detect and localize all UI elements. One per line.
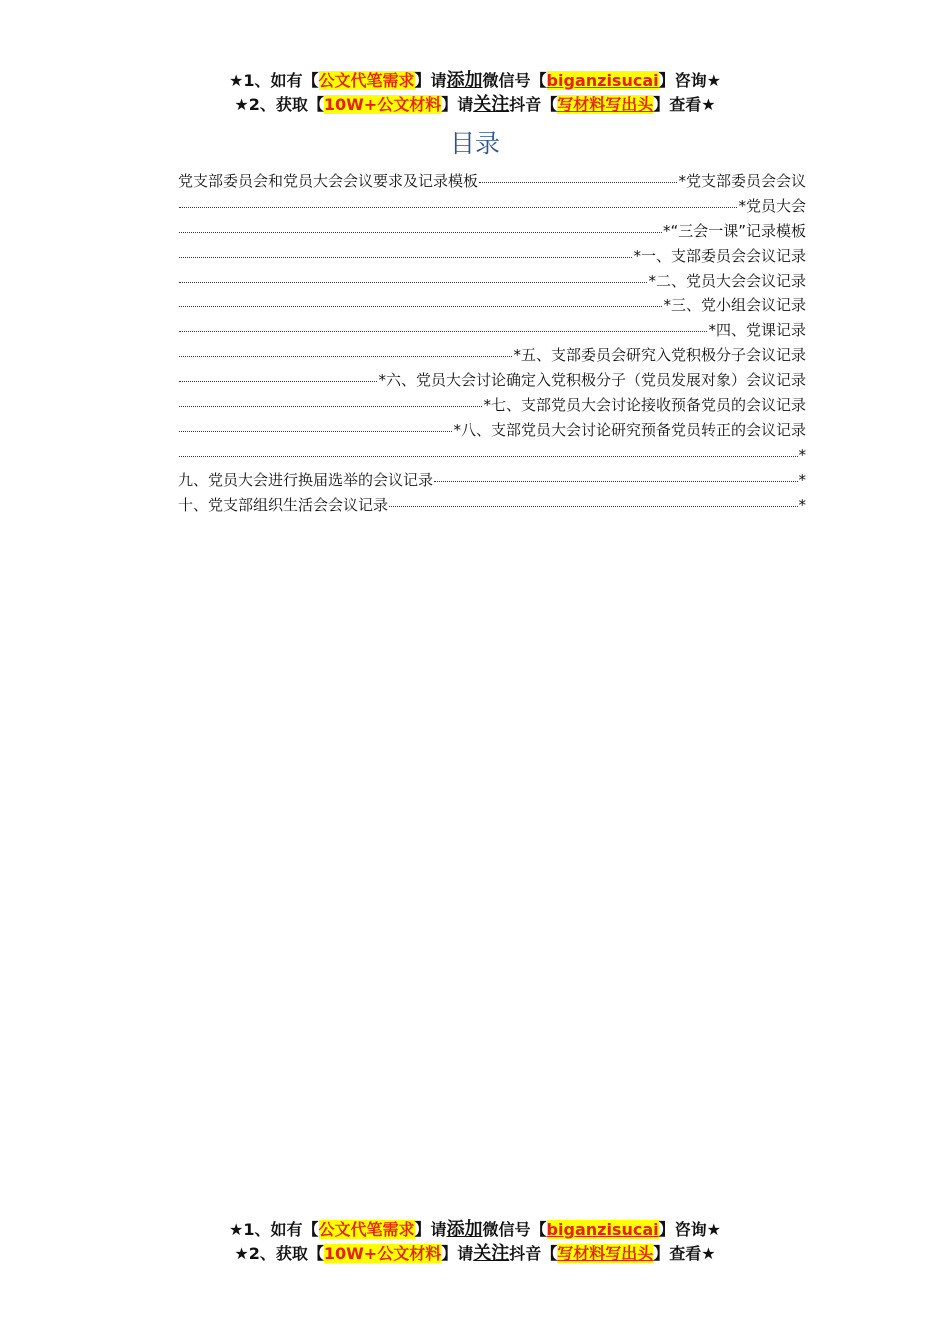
- toc-entry[interactable]: [178, 169, 806, 194]
- toc-entry[interactable]: [178, 194, 806, 219]
- toc-entry-page: *: [798, 445, 806, 464]
- douyin-account-link[interactable]: 写材料写出头: [557, 1244, 654, 1263]
- star-icon: ★: [706, 1220, 721, 1239]
- toc-entry-page: *党支部委员会会议: [678, 172, 806, 190]
- dot-leader: [179, 220, 662, 233]
- toc-entry-page: *七、支部党员大会讨论接收预备党员的会议记录: [483, 396, 806, 415]
- wechat-id-link[interactable]: biganzisucai: [546, 71, 659, 90]
- toc-entry-page: *三、党小组会议记录: [663, 296, 806, 315]
- toc-entry-page: *四、党课记录: [708, 321, 806, 340]
- toc-entry[interactable]: [178, 418, 806, 443]
- star-icon: ★: [701, 95, 716, 114]
- footer-banner: [0, 1218, 950, 1266]
- star-icon: ★: [701, 1244, 716, 1263]
- star-icon: ★: [706, 71, 721, 90]
- star-icon: ★: [229, 1220, 244, 1239]
- toc-entry-page: *一、支部委员会会议记录: [633, 246, 806, 265]
- dot-leader: [479, 170, 677, 183]
- dot-leader: [179, 394, 482, 407]
- table-of-contents: [178, 169, 806, 517]
- toc-entry-page: *“三会一课”记录模板: [662, 221, 806, 240]
- emphasis-add: 添加: [446, 70, 483, 91]
- dot-leader: [179, 369, 377, 382]
- emphasis-follow: 关注: [473, 1243, 510, 1264]
- dot-leader: [434, 469, 797, 482]
- toc-entry[interactable]: [178, 393, 806, 418]
- dot-leader: [179, 319, 707, 332]
- toc-entry-page: *六、党员大会讨论确定入党积极分子（党员发展对象）会议记录: [378, 371, 806, 390]
- dot-leader: [179, 270, 647, 283]
- highlight-materials: 10W+公文材料: [323, 95, 442, 114]
- toc-entry-title: 党支部委员会和党员大会会议要求及记录模板: [178, 172, 479, 190]
- dot-leader: [179, 444, 798, 457]
- toc-entry[interactable]: [178, 269, 806, 294]
- toc-entry[interactable]: [178, 293, 806, 318]
- header-banner: [0, 69, 950, 117]
- toc-entry[interactable]: [178, 368, 806, 393]
- banner-line-1: ★1、如有【公文代笔需求】请添加微信号【biganzisucai】咨询★: [229, 1219, 721, 1240]
- dot-leader: [179, 344, 512, 357]
- star-icon: ★: [229, 71, 244, 90]
- banner-line-2: ★2、获取【10W+公文材料】请关注抖音【写材料写出头】查看★: [234, 94, 716, 115]
- banner-line-1: ★1、如有【公文代笔需求】请添加微信号【biganzisucai】咨询★: [229, 70, 721, 91]
- star-icon: ★: [234, 95, 249, 114]
- toc-entry[interactable]: [178, 493, 806, 518]
- toc-entry[interactable]: [178, 443, 806, 468]
- toc-entry-page: *八、支部党员大会讨论研究预备党员转正的会议记录: [453, 420, 806, 439]
- toc-entry-title: 九、党员大会进行换届选举的会议记录: [178, 470, 434, 489]
- highlight-materials: 10W+公文材料: [323, 1244, 442, 1263]
- dot-leader: [389, 494, 797, 507]
- dot-leader: [179, 245, 632, 258]
- toc-entry-page: *二、党员大会会议记录: [648, 271, 806, 290]
- wechat-id-link[interactable]: biganzisucai: [546, 1220, 659, 1239]
- toc-entry[interactable]: [178, 318, 806, 343]
- toc-entry[interactable]: [178, 468, 806, 493]
- dot-leader: [179, 419, 452, 432]
- banner-line-2: ★2、获取【10W+公文材料】请关注抖音【写材料写出头】查看★: [234, 1243, 716, 1264]
- toc-entry-page: *五、支部委员会研究入党积极分子会议记录: [513, 346, 806, 365]
- emphasis-follow: 关注: [473, 94, 510, 115]
- highlight-service: 公文代笔需求: [318, 71, 415, 90]
- toc-entry[interactable]: [178, 343, 806, 368]
- toc-entry-page: *: [798, 470, 806, 489]
- toc-entry-page: *: [798, 495, 806, 514]
- toc-entry-page: *党员大会: [738, 196, 806, 215]
- dot-leader: [179, 195, 737, 208]
- toc-entry[interactable]: [178, 219, 806, 244]
- toc-entry-title: 十、党支部组织生活会会议记录: [178, 495, 389, 514]
- star-icon: ★: [234, 1244, 249, 1263]
- douyin-account-link[interactable]: 写材料写出头: [557, 95, 654, 114]
- dot-leader: [179, 294, 662, 307]
- highlight-service: 公文代笔需求: [318, 1220, 415, 1239]
- toc-title: 目录: [449, 129, 500, 158]
- toc-entry[interactable]: [178, 244, 806, 269]
- emphasis-add: 添加: [446, 1219, 483, 1240]
